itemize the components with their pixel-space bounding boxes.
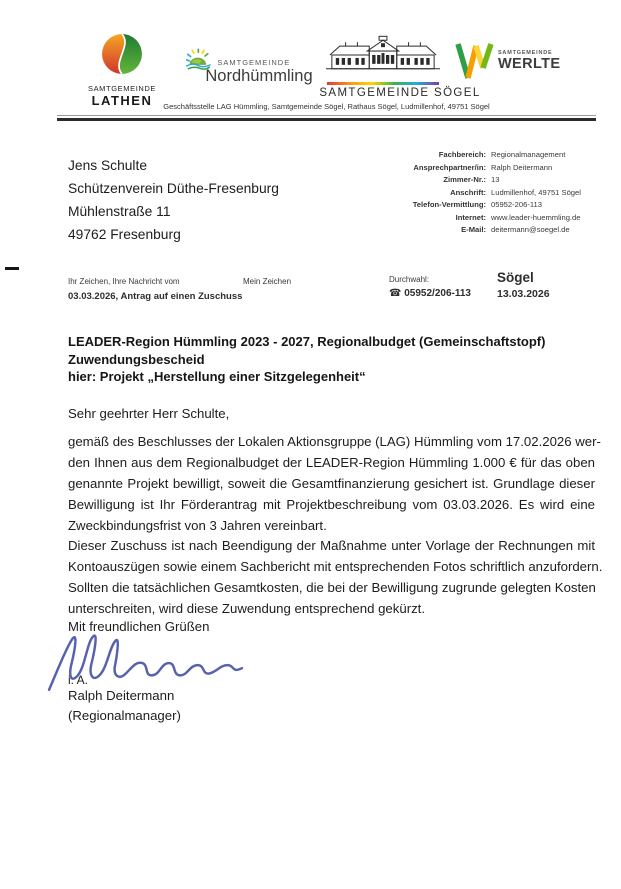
contact-value: www.leader-huemmling.de — [491, 212, 581, 222]
werlte-logo-line1: SAMTGEMEINDE — [497, 50, 553, 56]
fold-mark — [5, 267, 19, 270]
lathen-logo-line1: SAMTGEMEINDE — [87, 84, 157, 93]
paragraph-line: Dieser Zuschuss ist nach Beendigung der Maßnahme unter Vorlage der Rechnungen mit — [68, 538, 595, 553]
place-and-date — [497, 270, 550, 300]
signature-prefix: i. A. — [68, 673, 89, 687]
contact-label: Anschrift: — [450, 187, 486, 197]
lathen-leaf-icon — [101, 32, 143, 76]
nordhuemmling-logo-line1: SAMTGEMEINDE — [217, 58, 291, 67]
subject-line-1: LEADER-Region Hümmling 2023 - 2027, Regionalbudget (Gemeinschaftstopf) — [68, 334, 546, 349]
subject-line-2: Zuwendungsbescheid — [68, 351, 205, 367]
werlte-logo-line2: WERLTE — [497, 56, 561, 72]
paragraph-line: genannte Projekt bewilligt, soweit die Gesamtfinanzierung gesichert ist. Grundlage dieser — [68, 476, 595, 491]
contact-block — [372, 149, 621, 237]
paragraph-line: Zweckbindungsfrist von 3 Jahren vereinbart. — [68, 518, 327, 533]
werlte-logo — [454, 30, 572, 82]
contact-label: Ansprechpartner/in: — [413, 162, 486, 172]
subject-block — [68, 333, 595, 386]
soegel-rainbow-stripe — [327, 82, 439, 85]
lathen-logo — [66, 30, 178, 108]
your-reference-label: Ihr Zeichen, Ihre Nachricht vom — [68, 277, 180, 286]
contact-label: Fachbereich: — [438, 150, 486, 159]
dial-extension — [389, 275, 471, 299]
contact-label: E-Mail: — [461, 225, 486, 234]
salutation: Sehr geehrter Herr Schulte, — [68, 406, 230, 421]
dial-extension-value: 05952/206-113 — [404, 288, 471, 299]
paragraph-line: Kontoauszügen sowie einem Sachbericht mit entsprechenden Fotos schriftlich anzufordern. — [68, 559, 603, 574]
contact-label: Telefon-Vermittlung: — [412, 200, 486, 209]
contact-value: 13 — [491, 175, 500, 184]
recipient-org: Schützenverein Düthe-Fresenburg — [68, 181, 279, 196]
nordhuemmling-logo-line2: Nordhümmling — [205, 67, 313, 85]
phone-icon: ☎ — [389, 288, 402, 299]
contact-value: Ludmillenhof, 49751 Sögel — [491, 187, 581, 197]
contact-label: Internet: — [455, 212, 486, 222]
paragraph-1 — [68, 431, 601, 536]
header-logos — [66, 30, 572, 108]
subject-line-3: hier: Projekt „Herstellung einer Sitzgelegenheit“ — [68, 369, 366, 384]
paragraph-line: Sollten die tatsächlichen Gesamtkosten, die bei der Bewilligung zugrunde gelegten Kosten — [68, 580, 596, 595]
nordhuemmling-logo — [185, 30, 313, 86]
my-reference-label: Mein Zeichen — [243, 277, 292, 286]
paragraph-line: unterschreiten, wird diese Zuwendung entsprechend gekürzt. — [68, 601, 426, 616]
office-address-line: Geschäftsstelle LAG Hümmling, Samtgemeinde Sögel, Rathaus Sögel, Ludmillenhof, 49751 Sögel — [163, 102, 490, 111]
signer-name: Ralph Deitermann — [68, 688, 175, 703]
contact-value: 05952-206-113 — [491, 200, 542, 209]
soegel-logo — [319, 30, 481, 99]
paragraph-line: den Ihnen aus dem Regionalbudget der LEADER-Region Hümmling 1.000 € für das oben — [68, 455, 595, 470]
dial-extension-label: Durchwahl: — [389, 275, 430, 284]
soegel-building-icon — [324, 35, 442, 75]
my-reference — [243, 277, 291, 286]
soegel-logo-label: SAMTGEMEINDE SÖGEL — [319, 86, 481, 99]
recipient-city: 49762 Fresenburg — [68, 227, 181, 242]
letter-date: 13.03.2026 — [497, 288, 550, 300]
closing-salutation: Mit freundlichen Grüßen — [68, 619, 210, 634]
contact-value: Regionalmanagement — [491, 150, 566, 159]
letter-place: Sögel — [497, 270, 534, 285]
recipient-name: Jens Schulte — [68, 158, 147, 173]
your-reference-value: 03.03.2026, Antrag auf einen Zuschuss — [68, 291, 243, 302]
paragraph-line: gemäß des Beschlusses der Lokalen Aktionsgruppe (LAG) Hümmling vom 17.02.2026 wer- — [68, 434, 601, 449]
recipient-address — [68, 154, 279, 246]
paragraph-line: Bewilligung ist Ihr Förderantrag mit Projektbeschreibung vom 03.03.2026. Es wird eine — [68, 497, 595, 512]
header-rule-thick — [57, 118, 596, 121]
lathen-logo-line2: LATHEN — [91, 93, 153, 108]
contact-label: Zimmer-Nr.: — [443, 175, 486, 184]
recipient-street: Mühlenstraße 11 — [68, 204, 171, 219]
your-reference — [68, 277, 242, 302]
paragraph-2 — [68, 535, 603, 619]
contact-value: deitermann@soegel.de — [491, 225, 570, 234]
werlte-w-icon — [454, 40, 494, 82]
signer-role: (Regionalmanager) — [68, 708, 181, 723]
contact-value: Ralph Deitermann — [491, 162, 553, 172]
header-rule-thin — [57, 115, 596, 116]
